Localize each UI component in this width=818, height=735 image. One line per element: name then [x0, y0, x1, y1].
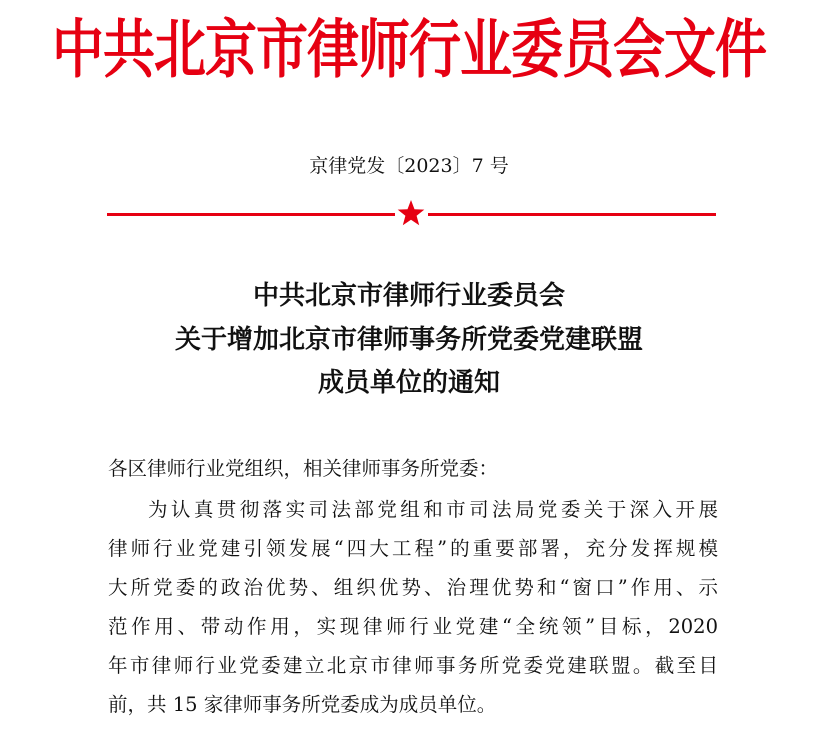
- title-line-2: 关于增加北京市律师事务所党委党建联盟: [174, 325, 643, 355]
- title-line-1: 中共北京市律师行业委员会: [252, 281, 565, 311]
- body-line: 为认真贯彻落实司法部党组和市司法局党委关于深入开展: [148, 498, 718, 521]
- red-divider-left: [107, 213, 395, 216]
- star-shape: [398, 200, 425, 225]
- document-masthead: 中共北京市律师行业委员会文件: [51, 14, 766, 88]
- title-line-3: 成员单位的通知: [317, 368, 500, 398]
- body-line: 范作用、带动作用，实现律师行业党建“全统领”目标，2020: [108, 615, 718, 638]
- body-paragraph: [108, 490, 718, 724]
- document-number: 京律党发〔2023〕7 号: [309, 155, 509, 177]
- body-line: 律师行业党建引领发展“四大工程”的重要部署，充分发挥规模: [108, 537, 718, 560]
- red-star-icon: [396, 198, 426, 228]
- body-line: 年市律师行业党委建立北京市律师事务所党委党建联盟。截至目: [108, 654, 718, 677]
- body-line: 前，共 15 家律师事务所党委成为成员单位。: [108, 693, 497, 716]
- body-line: 大所党委的政治优势、组织优势、治理优势和“窗口”作用、示: [108, 576, 718, 599]
- salutation: 各区律师行业党组织，相关律师事务所党委：: [108, 457, 499, 480]
- red-divider-right: [428, 213, 716, 216]
